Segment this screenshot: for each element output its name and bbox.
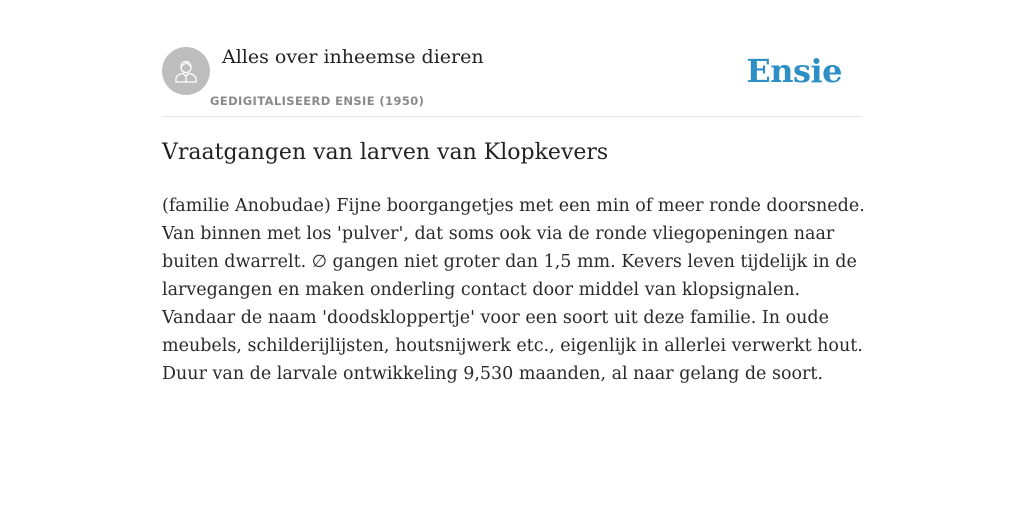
- avatar[interactable]: [162, 47, 210, 95]
- entry-body: (familie Anobudae) Fijne boorgangetjes met een min of meer ronde doorsnede. Van binnen met los 'pulver', dat soms ook via de ronde vliegopeningen naar buiten dwarrelt. ∅ gangen niet groter dan 1,5 mm. Kevers leven tijdelijk in de larvegangen en maken onderling contact door middel van klopsignalen. Vandaar de naam 'doodskloppertje' voor een soort uit deze familie. In oude meubels, schilderijlijsten, houtsnijwerk etc., eigenlijk in allerlei verwerkt hout. Duur van de larvale ontwikkeling 9,530 maanden, al naar gelang de soort.: [162, 196, 865, 384]
- user-icon: [171, 56, 201, 86]
- source-label: GEDIGITALISEERD ENSIE (1950): [210, 94, 425, 108]
- entry-title: Vraatgangen van larven van Klopkevers: [162, 140, 609, 165]
- collection-title[interactable]: Alles over inheemse dieren: [222, 46, 484, 68]
- header: [162, 46, 862, 117]
- ensie-logo[interactable]: Ensie: [746, 52, 842, 90]
